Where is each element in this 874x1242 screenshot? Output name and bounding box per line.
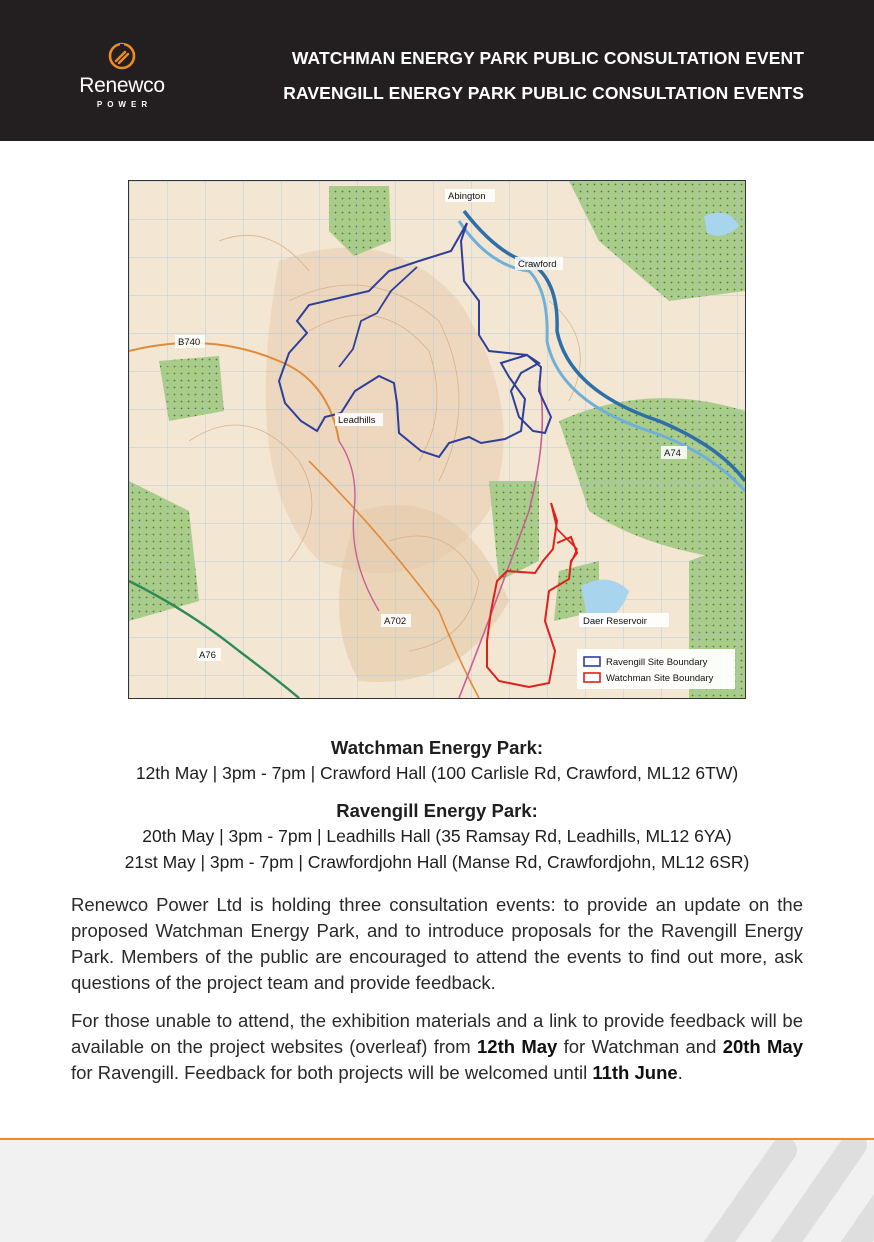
feedback-text: for Ravengill. Feedback for both projects will be welcomed until <box>71 1062 593 1083</box>
map-label-crawford: Crawford <box>518 259 557 270</box>
legend-label-watchman: Watchman Site Boundary <box>606 673 714 684</box>
site-location-map <box>128 180 746 699</box>
decorative-stripes <box>694 1140 874 1242</box>
events-schedule <box>0 736 874 875</box>
feedback-text: For those unable to attend, the exhibition materials and a link to provide feedback will be available on the project websites (overleaf) from <box>71 1010 803 1057</box>
footer-band <box>0 1138 874 1242</box>
map-label-leadhills: Leadhills <box>338 415 376 426</box>
feedback-deadline: 11th June <box>592 1062 678 1083</box>
intro-paragraph: Renewco Power Ltd is holding three consultation events: to provide an update on the proposed Watchman Energy Park, and to introduce proposals for the Ravengill Energy Park. Members of the public are encouraged to attend the events to find out more, ask questions of the project team and provide feedback. <box>71 894 803 993</box>
map-label-a76: A76 <box>199 650 216 661</box>
ravengill-event-line: 20th May | 3pm - 7pm | Leadhills Hall (35 Ramsay Rd, Leadhills, ML12 6YA) <box>142 826 732 846</box>
feedback-paragraph <box>71 1008 803 1086</box>
watchman-event-title: Watchman Energy Park: <box>330 737 544 758</box>
feedback-date-ravengill: 20th May <box>722 1036 804 1057</box>
header-title-ravengill: RAVENGILL ENERGY PARK PUBLIC CONSULTATION EVENTS <box>283 83 804 103</box>
map-legend <box>577 649 735 689</box>
feedback-text: for Watchman and <box>557 1036 723 1057</box>
ravengill-event-line: 21st May | 3pm - 7pm | Crawfordjohn Hall (Manse Rd, Crawfordjohn, ML12 6SR) <box>124 852 750 872</box>
map-label-b740: B740 <box>178 337 201 348</box>
brand-name: Renewco <box>79 74 165 97</box>
watchman-event-line: 12th May | 3pm - 7pm | Crawford Hall (100 Carlisle Rd, Crawford, ML12 6TW) <box>135 763 739 783</box>
feedback-date-watchman: 12th May <box>477 1036 558 1057</box>
legend-label-ravengill: Ravengill Site Boundary <box>606 657 708 668</box>
map-label-abington: Abington <box>448 191 486 202</box>
map-label-a74: A74 <box>664 448 681 459</box>
ravengill-event-title: Ravengill Energy Park: <box>336 800 538 821</box>
brand-subtitle: POWER <box>96 100 153 109</box>
map-label-daer-reservoir: Daer Reservoir <box>583 616 647 627</box>
feedback-text: . <box>677 1062 683 1083</box>
renewco-logo-icon <box>106 40 138 72</box>
header-title-watchman: WATCHMAN ENERGY PARK PUBLIC CONSULTATION EVENT <box>291 48 804 68</box>
renewco-logo[interactable] <box>66 40 178 114</box>
map-canvas <box>129 181 745 698</box>
map-label-a702: A702 <box>384 616 407 627</box>
header-bar <box>0 0 874 141</box>
